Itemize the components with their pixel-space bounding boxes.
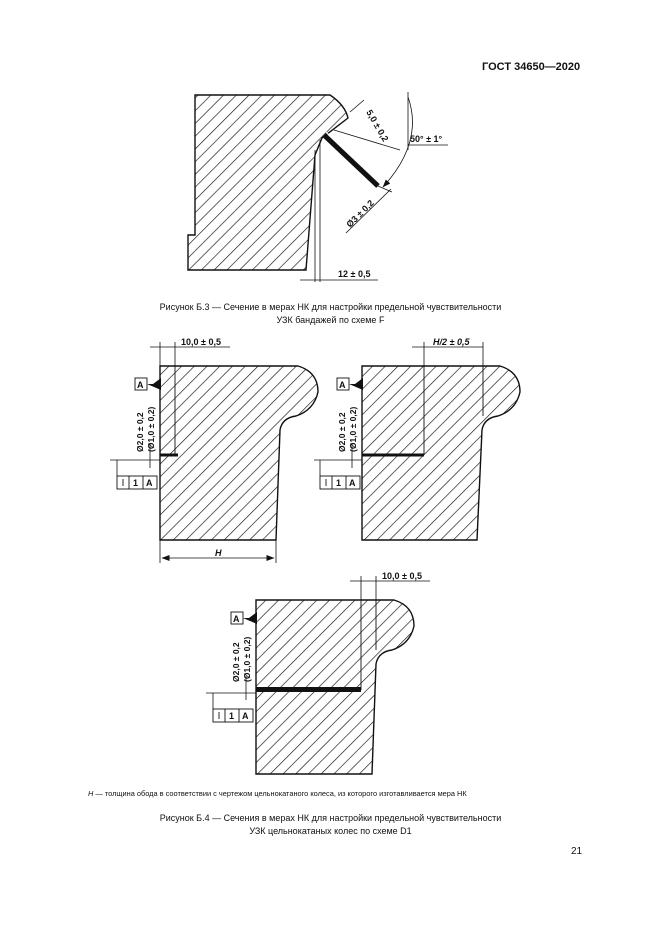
b4-left-datum-label: A xyxy=(137,380,144,390)
b4-left-tol-datum: A xyxy=(146,478,153,488)
figure-b4-caption-line1: Рисунок Б.4 — Сечения в мерах НК для настройки предельной чувствительности xyxy=(159,813,502,823)
b4-bottom-datum-label: A xyxy=(233,614,240,624)
b4-right-dim-top: H/2 ± 0,5 xyxy=(433,337,470,347)
figure-b4-left-drawing xyxy=(110,337,318,563)
b4-bottom-tol-datum: A xyxy=(242,711,249,721)
page-number: 21 xyxy=(571,846,583,857)
footnote-symbol: H xyxy=(88,789,94,798)
figure-b3-caption-line2: УЗК бандажей по схеме F xyxy=(276,315,385,325)
figure-b4-bottom-drawing xyxy=(206,571,430,774)
b4-bottom-dim-hole: Ø2,0 ± 0,2 xyxy=(231,642,241,682)
b4-left-dim-width: H xyxy=(215,548,222,558)
b3-section-body xyxy=(188,95,348,270)
figure-b3-caption xyxy=(0,301,661,327)
b4-left-tol-value: 1 xyxy=(133,478,139,488)
b3-hole xyxy=(324,135,378,186)
figure-b3-drawing xyxy=(188,92,448,282)
b3-dim-chamfer: 5,0 ± 0,2 xyxy=(364,108,391,144)
figure-b3-caption-line1: Рисунок Б.3 — Сечение в мерах НК для настройки предельной чувствительности xyxy=(159,302,502,312)
document-standard-number: ГОСТ 34650—2020 xyxy=(482,61,581,73)
b3-dim-depth: 12 ± 0,5 xyxy=(338,269,371,279)
b4-right-dim-hole: Ø2,0 ± 0,2 xyxy=(337,412,347,452)
b4-bottom-tol-value: 1 xyxy=(229,711,235,721)
figure-b4-caption-line2: УЗК цельнокатаных колес по схеме D1 xyxy=(249,826,412,836)
b4-bottom-tolerance-frame xyxy=(213,709,253,722)
b4-left-dim-hole: Ø2,0 ± 0,2 xyxy=(135,412,145,452)
figure-b4-caption xyxy=(0,812,661,838)
b4-left-tolerance-frame xyxy=(117,476,157,489)
figure-b4-right-drawing xyxy=(314,337,520,540)
b4-bottom-dim-top: 10,0 ± 0,5 xyxy=(382,571,422,581)
b4-right-section-body xyxy=(362,366,520,540)
b4-left-dim-top: 10,0 ± 0,5 xyxy=(181,337,221,347)
b3-dim-diameter: Ø3 ± 0,2 xyxy=(344,197,376,230)
b4-bottom-dim-hole-alt: (Ø1,0 ± 0,2) xyxy=(242,636,252,682)
b4-right-datum-label: A xyxy=(339,380,346,390)
b4-right-dim-hole-alt: (Ø1,0 ± 0,2) xyxy=(348,406,358,452)
b4-right-tol-value: 1 xyxy=(336,478,342,488)
footnote-text: — толщина обода в соответствии с чертежом цельнокатаного колеса, из которого изготавливается мера НК xyxy=(93,789,467,798)
b4-right-tol-datum: A xyxy=(349,478,356,488)
footnote-h xyxy=(88,789,467,798)
b4-right-tolerance-frame xyxy=(320,476,360,489)
b4-bottom-hole xyxy=(256,687,361,692)
b4-left-section-body xyxy=(160,366,318,540)
b4-left-dim-hole-alt: (Ø1,0 ± 0,2) xyxy=(146,406,156,452)
b3-dim-angle: 50° ± 1° xyxy=(410,134,443,144)
